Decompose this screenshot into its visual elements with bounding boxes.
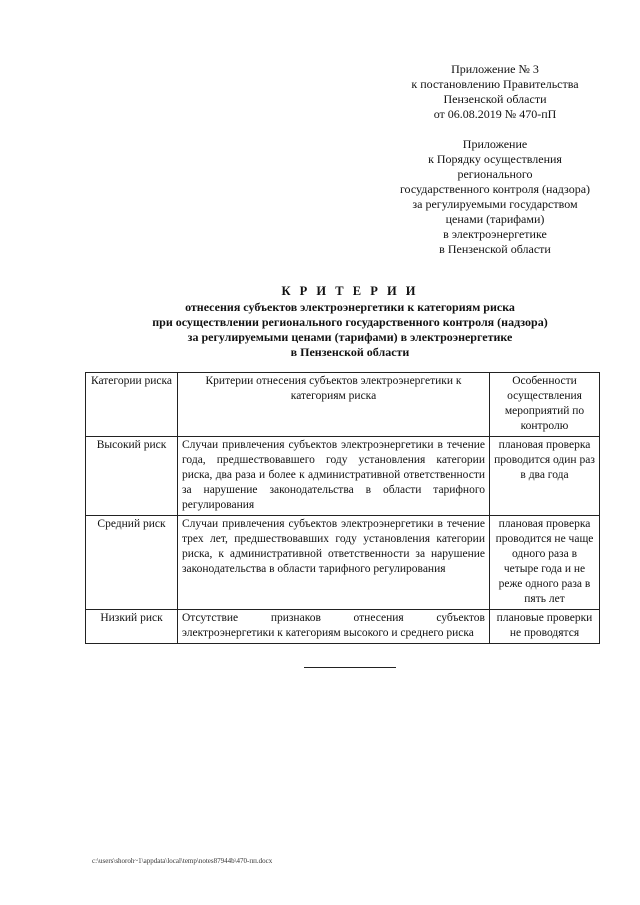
row-features: плановая проверка проводится один раз в два года <box>490 437 600 516</box>
annex-region: Пензенской области <box>443 92 547 106</box>
title-line: при осуществлении регионального государственного контроля (надзора) <box>152 315 548 329</box>
row-category: Средний риск <box>86 516 178 610</box>
title-main: К Р И Т Е Р И И <box>281 284 419 298</box>
header-criteria: Критерии отнесения субъектов электроэнергетики к категориям риска <box>178 373 490 437</box>
annex-number: Приложение № 3 <box>451 62 539 76</box>
annex2-line: в Пензенской области <box>439 242 551 256</box>
row-criteria: Случаи привлечения субъектов электроэнергетики в течение года, предшествовавшего году установления категории риска, два раза и более к административной ответственности за нарушение законодательства в области тарифного регулирования <box>178 437 490 516</box>
annex2-line: за регулируемыми государством <box>412 197 578 211</box>
title-line: в Пензенской области <box>290 345 410 359</box>
annex-header <box>390 62 600 122</box>
title-line: отнесения субъектов электроэнергетики к категориям риска <box>185 300 515 314</box>
annex2-line: государственного контроля (надзора) <box>399 182 591 196</box>
annex2-line: ценами (тарифами) <box>445 212 545 226</box>
table-header-row <box>86 373 600 437</box>
row-category: Низкий риск <box>86 610 178 644</box>
table-row <box>86 437 600 516</box>
annex2-line: в электроэнергетике <box>443 227 547 241</box>
row-category: Высокий риск <box>86 437 178 516</box>
title-line: за регулируемыми ценами (тарифами) в электроэнергетике <box>187 330 513 344</box>
annex-ref: к постановлению Правительства <box>411 77 579 91</box>
row-criteria: Отсутствие признаков отнесения субъектов электроэнергетики к категориям высокого и среднего риска <box>178 610 490 644</box>
table-row <box>86 516 600 610</box>
row-features: плановые проверки не проводятся <box>490 610 600 644</box>
annex2-line: к Порядку осуществления <box>428 152 562 166</box>
table-row <box>86 610 600 644</box>
annex2-line: регионального <box>457 167 533 181</box>
annex2-line: Приложение <box>462 137 528 151</box>
header-category: Категории риска <box>86 373 178 437</box>
row-features: плановая проверка проводится не чаще одного раза в четыре года и не реже одного раза в пять лет <box>490 516 600 610</box>
document-title <box>80 284 620 360</box>
file-path-footer: c:\users\shoroh~1\appdata\local\temp\notes87944b\470-пп.docx <box>92 857 273 865</box>
closing-line-divider <box>304 667 396 668</box>
annex-date: от 06.08.2019 № 470-пП <box>433 107 557 121</box>
criteria-table <box>85 372 600 644</box>
row-criteria: Случаи привлечения субъектов электроэнергетики в течение трех лет, предшествовавших году установления категории риска, к административной ответственности за нарушение законодательства в области тарифного регулирования <box>178 516 490 610</box>
annex-procedure <box>390 137 600 257</box>
header-features: Особенности осуществления мероприятий по контролю <box>490 373 600 437</box>
